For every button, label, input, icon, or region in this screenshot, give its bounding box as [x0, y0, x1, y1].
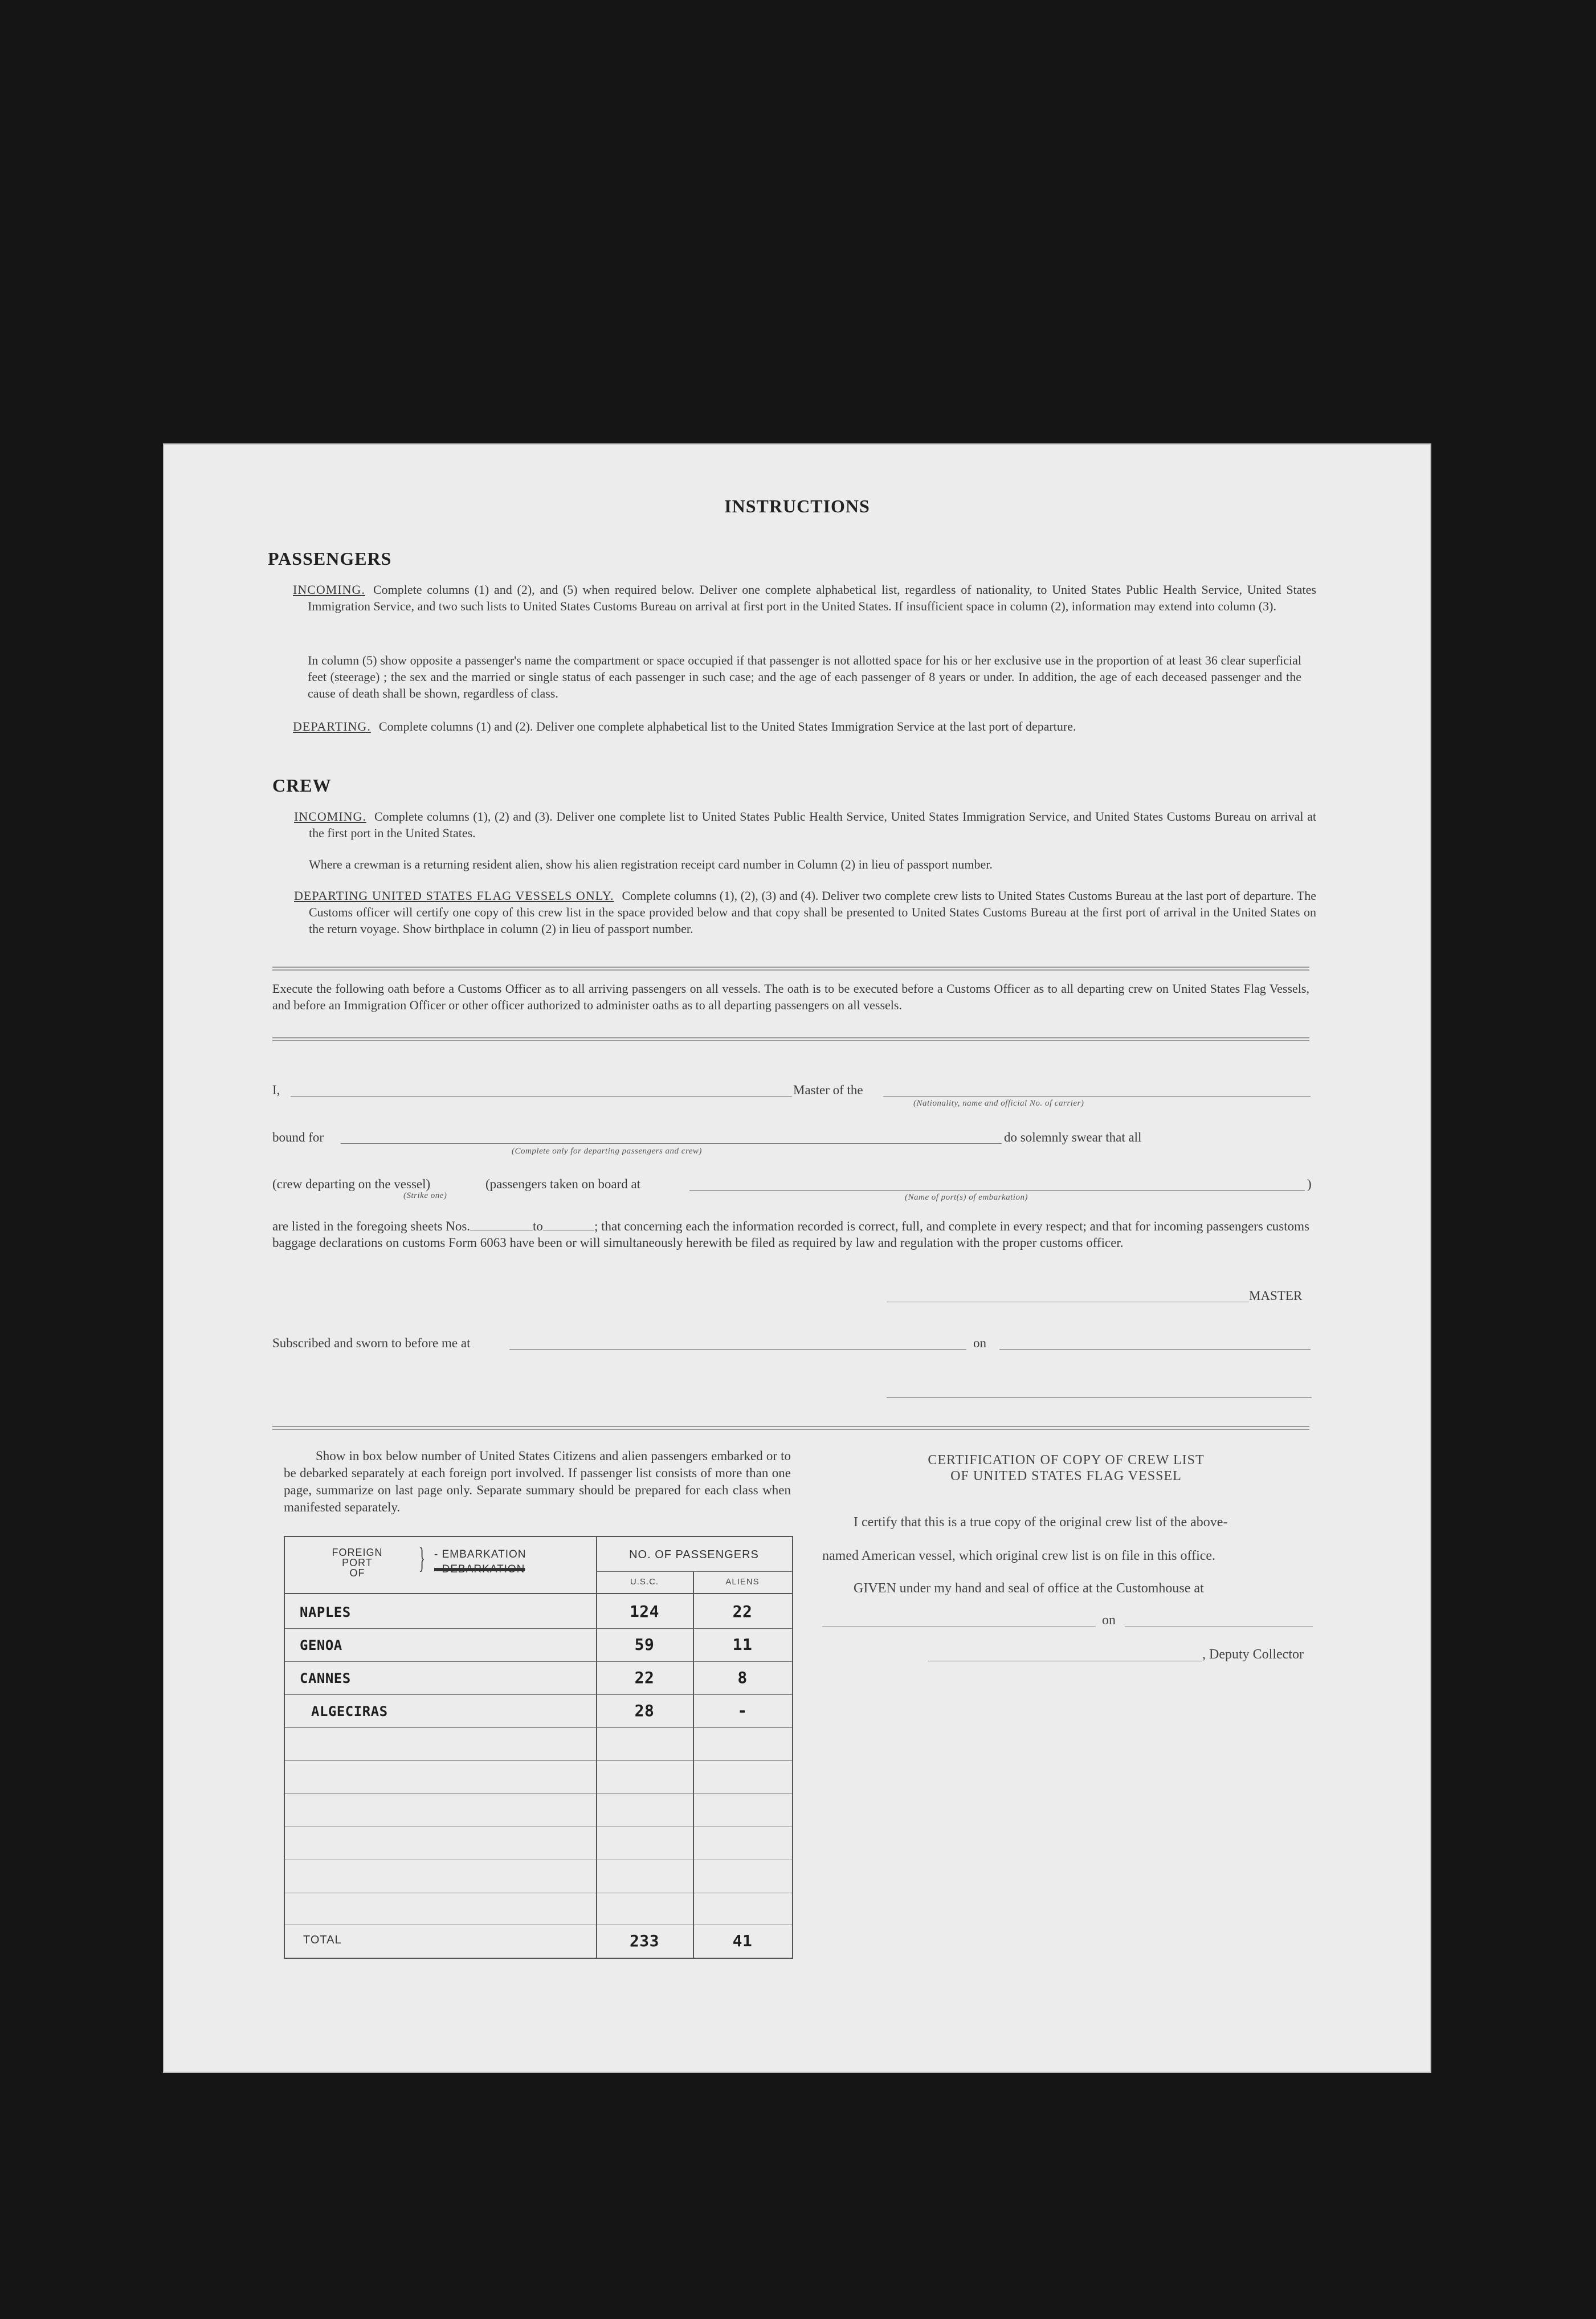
section-divider — [272, 967, 1309, 971]
header-foreign: FOREIGN — [332, 1547, 383, 1558]
summary-instructions: Show in box below number of United States Citizens and alien passengers embarked or to be debarked separately at each foreign port involved. If passenger list consists of more than one page, summarize on last page only. Separate summary should be prepared for each class when manifested separately. — [284, 1449, 791, 1514]
row-usc: 28 — [634, 1701, 655, 1720]
row-usc: 22 — [634, 1668, 655, 1687]
header-port: PORT — [342, 1557, 373, 1568]
oath-listed-prefix: are listed in the foregoing sheets Nos. — [272, 1219, 471, 1233]
departing-caption: (Complete only for departing passengers and crew) — [512, 1147, 702, 1156]
oath-close-paren: ) — [1307, 1177, 1312, 1191]
row-usc: 59 — [634, 1635, 655, 1654]
header-of: OF — [349, 1567, 365, 1579]
embarkation-ports-line[interactable] — [689, 1190, 1305, 1191]
passengers-departing-text: Complete columns (1) and (2). Deliver one complete alphabetical list to the United States Immigration Service at the last port of departure. — [378, 719, 1076, 733]
header-no-of-passengers: NO. OF PASSENGERS — [629, 1548, 759, 1561]
oath-crew-departing: (crew departing on the vessel) — [272, 1177, 431, 1191]
oath-execute-paragraph: Execute the following oath before a Customs Officer as to all arriving passengers on all vessels. The oath is to be executed before a Customs Officer as to all departing crew on United States Flag Vessels, and before an Immigration Officer or other officer authorized to administer oaths as to all departing passengers on all vessels. — [272, 981, 1309, 1012]
certification-title-line1: CERTIFICATION OF COPY OF CREW LIST — [928, 1453, 1205, 1468]
header-aliens: ALIENS — [725, 1577, 760, 1587]
passengers-incoming-text: Complete columns (1) and (2), and (5) when required below. Deliver one complete alphabetical list, regardless of nationality, to United States Public Health Service, United States Immigration Service, and two such lists to United States Customs Bureau on arrival at first port in the United States. If insufficient space in column (2), information may extend into column (3). — [308, 582, 1316, 613]
row-aliens: 22 — [732, 1602, 753, 1621]
passengers-incoming-lead: INCOMING. — [293, 582, 365, 597]
oath-master-of-the: Master of the — [793, 1083, 863, 1097]
crew-resident-paragraph: Where a crewman is a returning resident alien, show his alien registration receipt card number in Column (2) in lieu of passport number. — [309, 857, 993, 871]
oath-solemnly-swear: do solemnly swear that all — [1004, 1130, 1142, 1144]
oath-to-label: to — [533, 1219, 543, 1233]
crew-heading: CREW — [272, 775, 332, 796]
page-title: INSTRUCTIONS — [724, 496, 870, 516]
oath-listed-paragraph — [272, 1218, 1309, 1251]
row-aliens: 8 — [737, 1668, 748, 1687]
total-label: TOTAL — [303, 1934, 342, 1946]
passenger-summary-table — [284, 1536, 793, 1959]
header-embarkation: - EMBARKATION — [434, 1548, 526, 1560]
strike-one-caption: (Strike one) — [403, 1191, 447, 1200]
ports-caption: (Name of port(s) of embarkation) — [905, 1193, 1028, 1202]
row-aliens: - — [737, 1701, 748, 1720]
header-usc: U.S.C. — [630, 1577, 659, 1587]
oath-passengers-taken: (passengers taken on board at — [485, 1177, 641, 1191]
certify-given: GIVEN under my hand and seal of office at the Customhouse at — [854, 1581, 1204, 1596]
summary-divider — [272, 1426, 1309, 1430]
oath-divider — [272, 1037, 1309, 1041]
certify-line1: I certify that this is a true copy of the original crew list of the above- — [854, 1515, 1228, 1530]
oath-i-label: I, — [272, 1083, 280, 1097]
oath-bound-for: bound for — [272, 1130, 324, 1144]
master-name-line[interactable] — [291, 1096, 792, 1097]
crew-departing-text: Complete columns (1), (2), (3) and (4). Deliver two complete crew lists to United States Customs Bureau at the last port of departure. The Customs officer will certify one copy of this crew list in the space provided below and that copy shall be presented to United States Customs Bureau at the first port of arrival in the United States on the return voyage. Show birthplace in column (2) in lieu of passport number. — [309, 889, 1317, 936]
row-aliens: 11 — [732, 1635, 753, 1654]
row-usc: 124 — [629, 1602, 660, 1621]
header-debarkation-struck: - DEBARKATION — [434, 1563, 525, 1575]
deputy-collector-label: , Deputy Collector — [1202, 1647, 1304, 1662]
carrier-caption: (Nationality, name and official No. of carrier) — [913, 1099, 1084, 1108]
row-port: ALGECIRAS — [311, 1703, 388, 1719]
subscribed-date-line[interactable] — [999, 1349, 1311, 1350]
carrier-line[interactable] — [883, 1096, 1311, 1097]
crew-incoming-text: Complete columns (1), (2) and (3). Deliver one complete list to United States Public Health Service, United States Immigration Service, and United States Customs Bureau on arrival at the first port in the United States. — [309, 809, 1316, 840]
crew-departing-paragraph — [294, 887, 1316, 937]
passengers-incoming-paragraph — [293, 581, 1316, 614]
certification-title-line2: OF UNITED STATES FLAG VESSEL — [950, 1469, 1182, 1483]
certify-on-label: on — [1102, 1613, 1116, 1628]
oath-listed-suffix: ; that concerning each the information recorded is correct, full, and complete in every respect; and that for incoming passengers customs baggage declarations on customs Form 6063 have been or will simultaneously herewith be filed as required by law and regulation with the proper customs officer. — [272, 1219, 1309, 1250]
certify-line2: named American vessel, which original crew list is on file in this office. — [822, 1548, 1216, 1563]
crew-incoming-paragraph — [294, 808, 1316, 841]
master-label: MASTER — [1249, 1289, 1303, 1303]
passengers-departing-lead: DEPARTING. — [293, 719, 371, 733]
crew-departing-lead: DEPARTING UNITED STATES FLAG VESSELS ONLY. — [294, 889, 614, 903]
row-port: CANNES — [300, 1670, 351, 1686]
form-page — [164, 445, 1430, 2072]
destination-line[interactable] — [341, 1143, 1002, 1144]
subscribed-on-label: on — [973, 1336, 986, 1350]
officer-signature-line[interactable] — [887, 1397, 1312, 1398]
subscribed-label: Subscribed and sworn to before me at — [272, 1336, 471, 1350]
total-aliens: 41 — [732, 1931, 753, 1950]
header-foreign-port-of — [326, 1547, 389, 1578]
row-port: GENOA — [300, 1637, 342, 1653]
subscribed-place-line[interactable] — [509, 1349, 966, 1350]
row-port: NAPLES — [300, 1604, 351, 1620]
passengers-heading: PASSENGERS — [268, 548, 392, 569]
total-usc: 233 — [629, 1931, 660, 1950]
certification-title — [818, 1452, 1314, 1484]
header-brace: } — [418, 1542, 426, 1575]
passengers-column5-paragraph: In column (5) show opposite a passenger's name the compartment or space occupied if that passenger is not allotted space for his or her exclusive use in the proportion of at least 36 clear superficial feet (steerage) ; the sex and the married or single status of each passenger in such case; and the age of each passenger of 8 years or under. In addition, the age of each deceased passenger and the cause of death shall be shown, regardless of class. — [308, 653, 1301, 700]
crew-incoming-lead: INCOMING. — [294, 809, 366, 824]
passengers-departing-paragraph — [293, 718, 1316, 735]
